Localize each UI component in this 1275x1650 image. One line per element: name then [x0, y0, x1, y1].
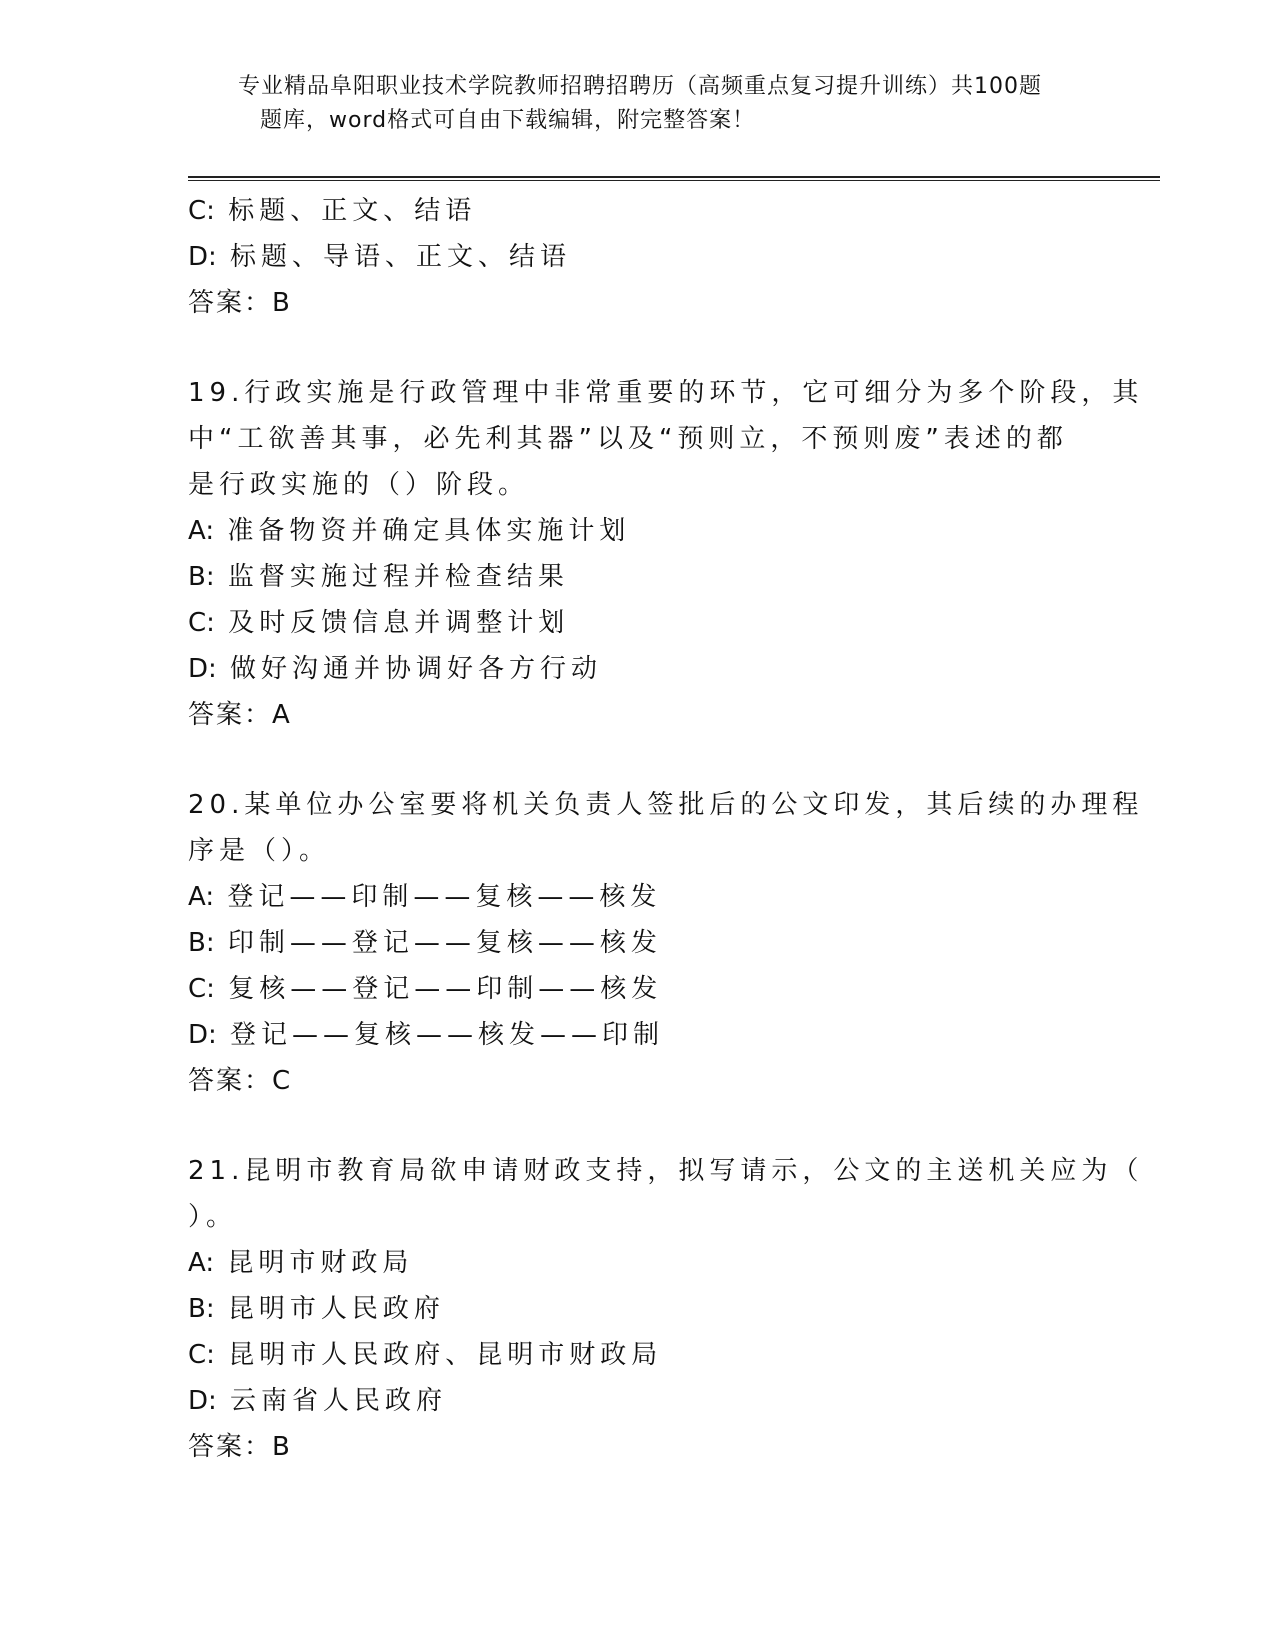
option-letter: B: [188, 562, 215, 592]
option-b [188, 554, 1078, 600]
header-divider [188, 176, 1160, 181]
option-text: 准备物资并确定具体实施计划 [227, 516, 631, 546]
answer-line: 答案：B [188, 288, 292, 318]
question-19 [188, 370, 1144, 738]
question-text-line: 是行政实施的（）阶段。 [188, 470, 530, 500]
option-letter: C: [188, 196, 215, 226]
option-text: 标题、导语、正文、结语 [230, 242, 572, 272]
prev-question-tail [188, 188, 1078, 326]
option-text: 做好沟通并协调好各方行动 [230, 654, 603, 684]
question-text-line: 19.行政实施是行政管理中非常重要的环节，它可细分为多个阶段，其 [188, 378, 1144, 408]
option-text: 昆明市财政局 [227, 1248, 414, 1278]
option-letter: C: [188, 1340, 215, 1370]
option-text: 监督实施过程并检查结果 [227, 562, 569, 592]
option-letter: B: [188, 928, 215, 958]
option-text: 登记——印制——复核——核发 [227, 882, 662, 912]
option-c [188, 188, 1078, 234]
option-text: 及时反馈信息并调整计划 [228, 608, 570, 638]
option-text: 昆明市人民政府 [227, 1294, 445, 1324]
question-21 [188, 1148, 1144, 1470]
option-letter: D: [188, 1386, 217, 1416]
question-content [188, 188, 1144, 1470]
option-d [188, 234, 1078, 280]
option-text: 昆明市人民政府、昆明市财政局 [228, 1340, 663, 1370]
document-header [150, 70, 1130, 138]
option-text: 印制——登记——复核——核发 [227, 928, 662, 958]
answer-line: 答案：B [188, 1432, 292, 1462]
option-letter: A: [188, 516, 215, 546]
option-letter: B: [188, 1294, 215, 1324]
header-line-1: 专业精品阜阳职业技术学院教师招聘招聘历（高频重点复习提升训练）共100题 [238, 74, 1042, 99]
question-text-line: 21.昆明市教育局欲申请财政支持，拟写请示，公文的主送机关应为（ [188, 1156, 1144, 1186]
option-c [188, 1332, 1078, 1378]
header-line-2: 题库，word格式可自由下载编辑，附完整答案！ [260, 108, 756, 133]
option-text: 云南省人民政府 [230, 1386, 448, 1416]
option-d [188, 646, 1078, 692]
option-text: 标题、正文、结语 [228, 196, 477, 226]
option-a [188, 508, 1078, 554]
option-a [188, 1240, 1078, 1286]
question-20 [188, 782, 1144, 1104]
option-b [188, 1286, 1078, 1332]
option-letter: A: [188, 1248, 215, 1278]
option-letter: C: [188, 608, 215, 638]
option-c [188, 966, 1078, 1012]
option-letter: D: [188, 242, 217, 272]
answer-line: 答案：A [188, 700, 292, 730]
option-letter: D: [188, 1020, 217, 1050]
option-c [188, 600, 1078, 646]
option-d [188, 1378, 1078, 1424]
option-letter: D: [188, 654, 217, 684]
option-b [188, 920, 1078, 966]
option-letter: A: [188, 882, 215, 912]
question-text-line: ）。 [188, 1202, 238, 1232]
option-d [188, 1012, 1078, 1058]
option-text: 登记——复核——核发——印制 [230, 1020, 665, 1050]
question-text-line: 序是（）。 [188, 836, 331, 866]
option-a [188, 874, 1078, 920]
question-text-line: 20.某单位办公室要将机关负责人签批后的公文印发，其后续的办理程 [188, 790, 1144, 820]
option-letter: C: [188, 974, 215, 1004]
option-text: 复核——登记——印制——核发 [228, 974, 663, 1004]
question-text-line: 中“工欲善其事，必先利其器”以及“预则立，不预则废”表述的都 [188, 424, 1068, 454]
answer-line: 答案：C [188, 1066, 293, 1096]
